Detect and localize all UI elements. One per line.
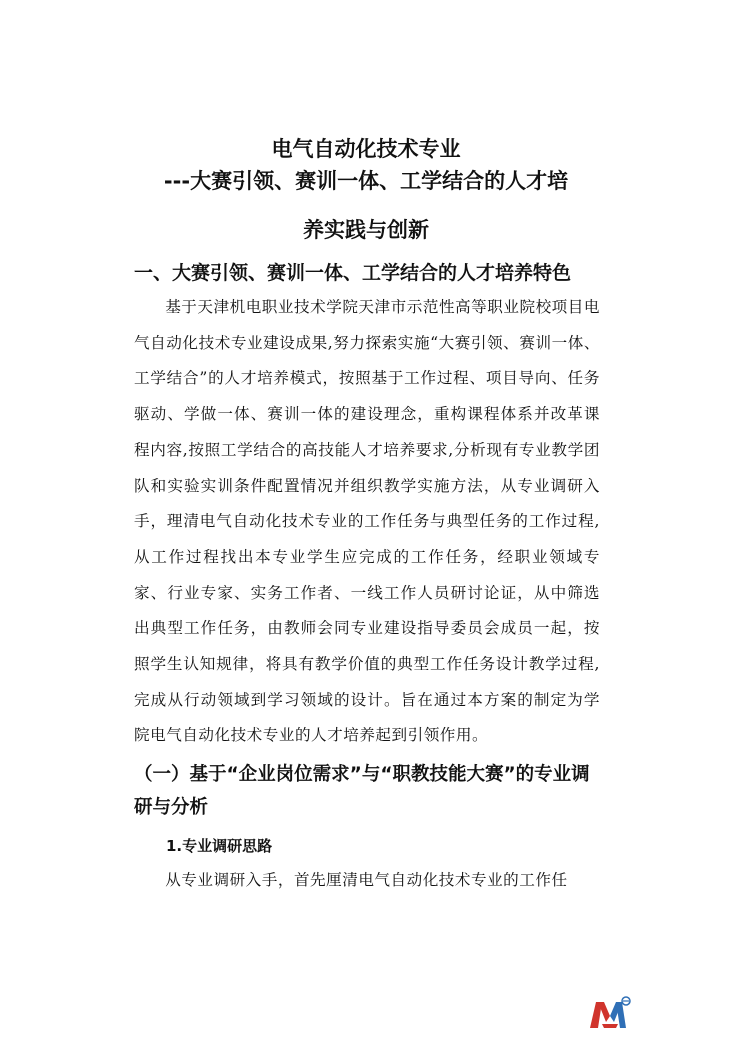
title-line-2: ---大赛引领、赛训一体、工学结合的人才培 xyxy=(163,169,569,193)
logo-red-base xyxy=(602,1024,618,1028)
section-1-paragraph: 基于天津机电职业技术学院天津市示范性高等职业院校项目电气自动化技术专业建设成果,努力探索实施“大赛引领、赛训一体、工学结合”的人才培养模式，按照基于工作过程、项目导向、任务驱动、学做一体、赛训一体的建设理念，重构课程体系并改革课程内容,按照工学结合的高技能人才培养要求,分析现有专业教学团队和实验实训条件配置情况并组织教学实施方法，从专业调研入手，理清电气自动化技术专业的工作任务与典型任务的工作过程,从工作过程找出本专业学生应完成的工作任务，经职业领域专家、行业专家、实务工作者、一线工作人员研讨论证，从中筛选出典型工作任务，由教师会同专业建设指导委员会成员一起，按照学生认知规律，将具有教学价值的典型工作任务设计教学过程,完成从行动领域到学习领域的设计。旨在通过本方案的制定为学院电气自动化技术专业的人才培养起到引领作用。 xyxy=(134,298,600,745)
title-line-1: 电气自动化技术专业 xyxy=(271,137,461,161)
section-2-body xyxy=(134,863,600,898)
section-2-subheading: 1.专业调研思路 xyxy=(166,837,273,855)
section-1-body xyxy=(134,290,600,754)
section-2-heading: （一）基于“企业岗位需求”与“职教技能大赛”的专业调研与分析 xyxy=(134,764,590,818)
section-2-paragraph: 从专业调研入手，首先厘清电气自动化技术专业的工作任 xyxy=(165,871,568,889)
section-1-heading: 一、大赛引领、赛训一体、工学结合的人才培养特色 xyxy=(134,262,572,284)
document-title xyxy=(100,133,632,246)
me-logo-icon xyxy=(588,996,632,1030)
title-line-3: 养实践与创新 xyxy=(303,218,429,242)
